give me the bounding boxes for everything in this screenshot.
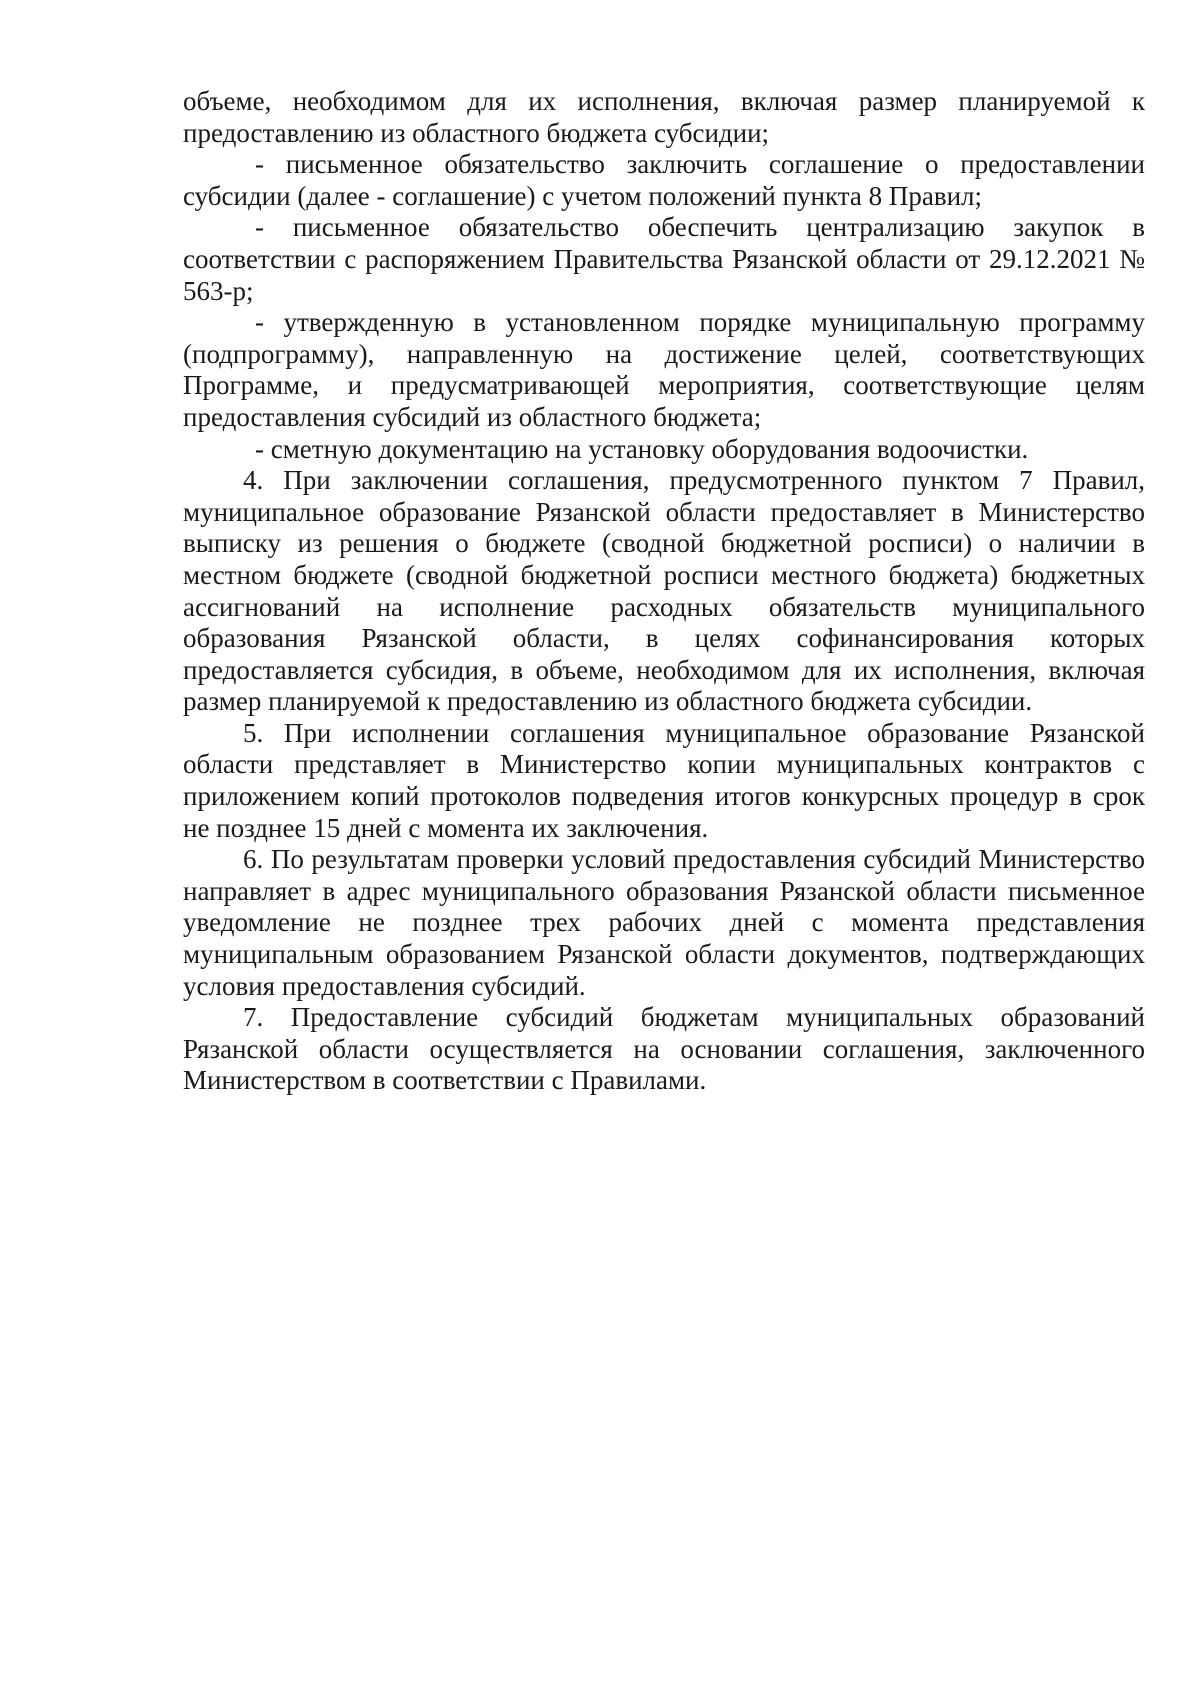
document-body [183,86,1145,1097]
paragraph-agreement-obligation: - письменное обязательство заключить соглашение о предоставлении субсидии (далее - соглашение) с учетом положений пункта 8 Правил; [183,149,1145,211]
paragraph-estimate-documentation: - сметную документацию на установку оборудования водоочистки. [255,433,1029,464]
paragraph-municipal-program: - утвержденную в установленном порядке муниципальную программу (подпрограмму), направленную на достижение целей, соответствующих Программе, и предусматривающей мероприятия, соответствующие целям предоставления субсидий из областного бюджета; [183,307,1145,432]
paragraph-continuation: объеме, необходимом для их исполнения, включая размер планируемой к предоставлению из областного бюджета субсидии; [183,86,1145,148]
paragraph-item-6: 6. По результатам проверки условий предоставления субсидий Министерство направляет в адрес муниципального образования Рязанской области письменное уведомление не позднее трех рабочих дней с момента представления муниципальным образованием Рязанской области документов, подтверждающих условия предоставления субсидий. [183,844,1145,1001]
paragraph-item-5: 5. При исполнении соглашения муниципальное образование Рязанской области представляет в Министерство копии муниципальных контрактов с приложением копий протоколов подведения итогов конкурсных процедур в срок не позднее 15 дней с момента их заключения. [183,717,1145,843]
paragraph-item-4: 4. При заключении соглашения, предусмотренного пунктом 7 Правил, муниципальное образование Рязанской области предоставляет в Министерство выписку из решения о бюджете (сводной бюджетной росписи) о наличии в местном бюджете (сводной бюджетной росписи местного бюджета) бюджетных ассигнований на исполнение расходных обязательств муниципального образования Рязанской области, в целях софинансирования которых предоставляется субсидия, в объеме, необходимом для их исполнения, включая размер планируемой к предоставлению из областного бюджета субсидии. [183,465,1145,717]
paragraph-procurement-obligation: - письменное обязательство обеспечить централизацию закупок в соответствии с распоряжением Правительства Рязанской области от 29.12.2021 № 563-р; [183,212,1145,306]
paragraph-item-7: 7. Предоставление субсидий бюджетам муниципальных образований Рязанской области осуществляется на основании соглашения, заключенного Министерством в соответствии с Правилами. [183,1002,1145,1096]
